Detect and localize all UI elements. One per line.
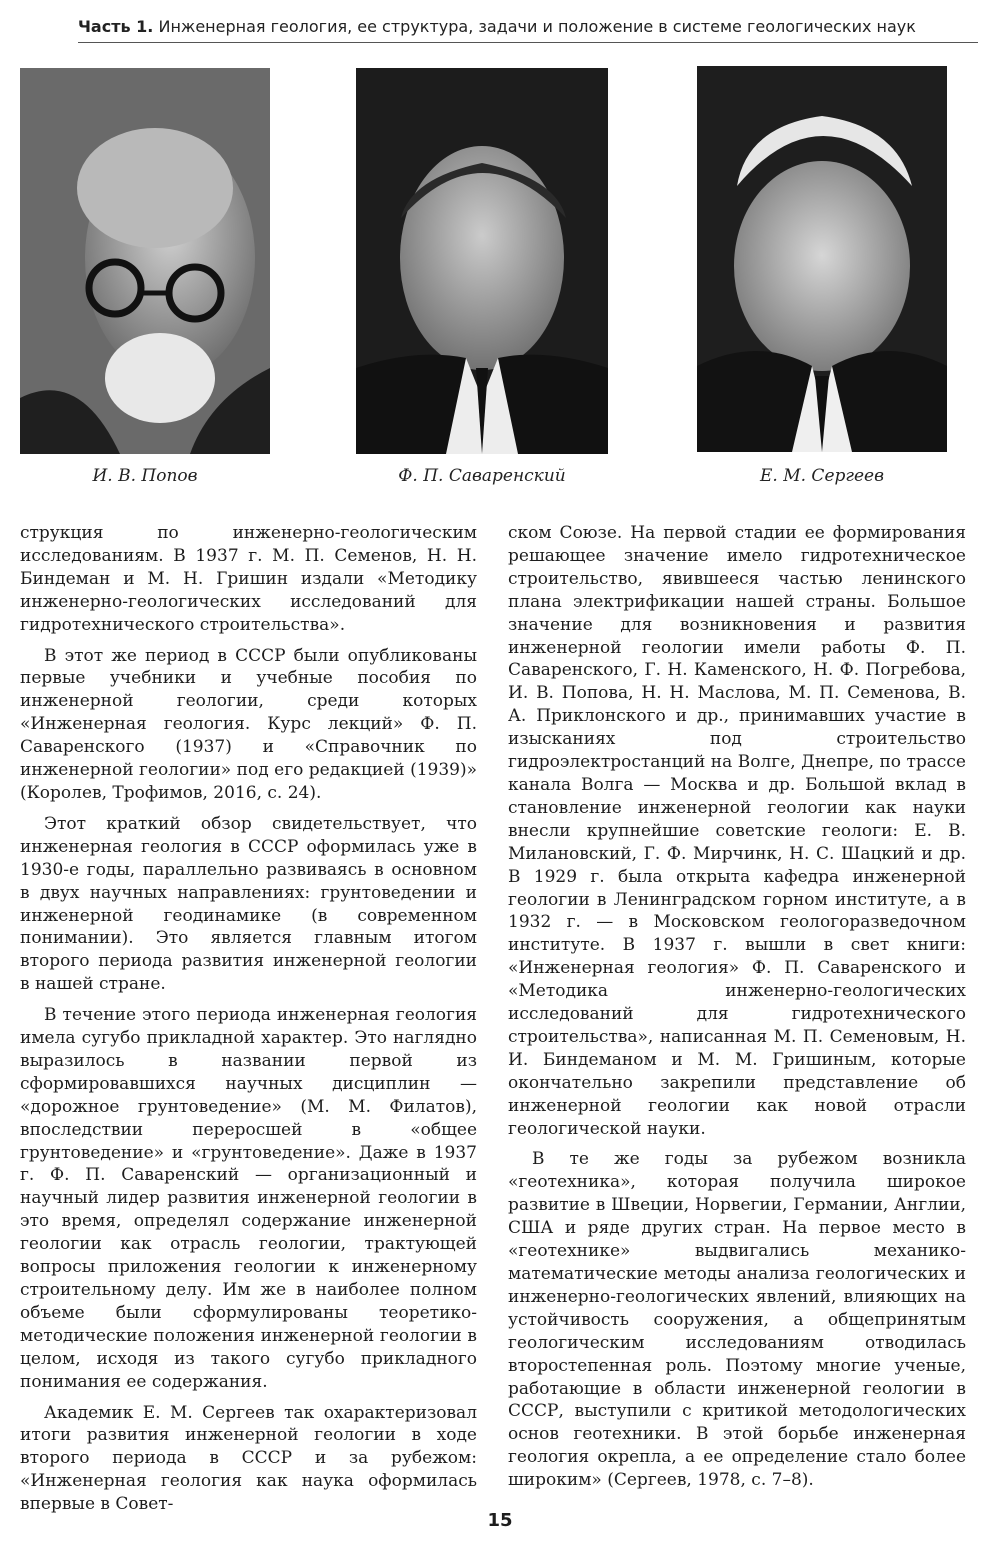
left-paragraph: В течение этого периода инженерная геология имела сугубо прикладной характер. Это наглядно выразилось в названии первой из сформировавшихся научных дисциплин — «дорожное грунтоведение» (М. М. Филатов), впоследствии переросшей в «общее грунтоведение» и «грунтоведение». Даже в 1937 г. Ф. П. Саваренский — организационный и научный лидер развития инженерной геологии в это время, определял содержание инженерной геологии как отрасль геологии, трактующей вопросы приложения геологии к инженерному строительному делу. Им же в наиболее полном объеме были сформулированы теоретико-методические положения инженерной геологии в целом, исходя из такого сугубо прикладного понимания ее содержания. [20,1005,477,1392]
caption-popov: И. В. Попов [92,466,198,486]
page-number: 15 [487,1510,513,1531]
caption-savarensky: Ф. П. Саваренский [398,466,566,486]
left-paragraph: Академик Е. М. Сергеев так охарактеризовал итоги развития инженерной геологии в ходе второго периода в СССР и за рубежом: «Инженерная геология как наука оформилась впервые в Совет- [20,1402,477,1515]
part-label: Часть 1. [78,17,154,36]
portrait-popov [20,68,270,454]
running-header [78,16,916,38]
left-column [20,522,477,1516]
right-paragraph: В те же годы за рубежом возникла «геотехника», которая получила широкое развитие в Швеции, Норвегии, Германии, Англии, США и ряде других стран. На первое место в «геотехнике» выдвигались механико-математические методы анализа геологических и инженерно-геологических явлений, влияющих на устойчивость сооружения, а общепринятым геологическим исследованиям отводилась второстепенная роль. Поэтому многие ученые, работающие в области инженерной геологии в СССР, выступили с критикой методологических основ геотехники. В этой борьбе инженерная геология окрепла, а ее определение стало более широким» (Сергеев, 1978, с. 7–8). [508,1149,966,1491]
left-paragraph: В этот же период в СССР были опубликованы первые учебники и учебные пособия по инженерной геологии, среди которых «Инженерная геология. Курс лекций» Ф. П. Саваренского (1937) и «Справочник по инженерной геологии» под его редакцией (1939)» (Королев, Трофимов, 2016, с. 24). [20,645,477,803]
portrait-savarensky [356,68,608,454]
left-paragraph: струкция по инженерно-геологическим исследованиям. В 1937 г. М. П. Семенов, Н. Н. Биндеман и М. Н. Гришин издали «Методику инженерно-геологических исследований для гидротехнического строительства». [20,523,477,635]
caption-sergeev: Е. М. Сергеев [760,466,884,486]
right-column [508,522,966,1492]
right-paragraph: ском Союзе. На первой стадии ее формирования решающее значение имело гидротехническое строительство, явившееся частью ленинского плана электрификации нашей страны. Большое значение для возникновения и развития инженерной геологии имели работы Ф. П. Саваренского, Г. Н. Каменского, Н. Ф. Погребова, И. В. Попова, Н. Н. Маслова, М. П. Семенова, В. А. Приклонского и др., принимавших участие в изысканиях под строительство гидроэлектростанций на Волге, Днепре, по трассе канала Волга — Москва и др. Большой вклад в становление инженерной геологии как науки внесли крупнейшие советские геологи: Е. В. Милановский, Г. Ф. Мирчинк, Н. С. Шацкий и др. В 1929 г. была открыта кафедра инженерной геологии в Ленинградском горном институте, а в 1932 г. — в Московском геологоразведочном институте. В 1937 г. вышли в свет книги: «Инженерная геология» Ф. П. Саваренского и «Методика инженерно-геологических исследований для гидротехнического строительства», написанная М. П. Семеновым, Н. И. Биндеманом и М. М. Гришиным, которые окончательно закрепили представление об инженерной геологии как новой отрасли геологической науки. [508,523,966,1139]
part-title: Инженерная геология, ее структура, задачи и положение в системе геологических наук [158,17,916,36]
left-paragraph: Этот краткий обзор свидетельствует, что инженерная геология в СССР оформилась уже в 1930-е годы, параллельно развиваясь в основном в двух научных направлениях: грунтоведении и инженерной геодинамике (в современном понимании). Это является главным итогом второго периода развития инженерной геологии в нашей стране. [20,813,477,995]
header-rule [78,42,978,43]
portrait-sergeev [697,66,947,452]
